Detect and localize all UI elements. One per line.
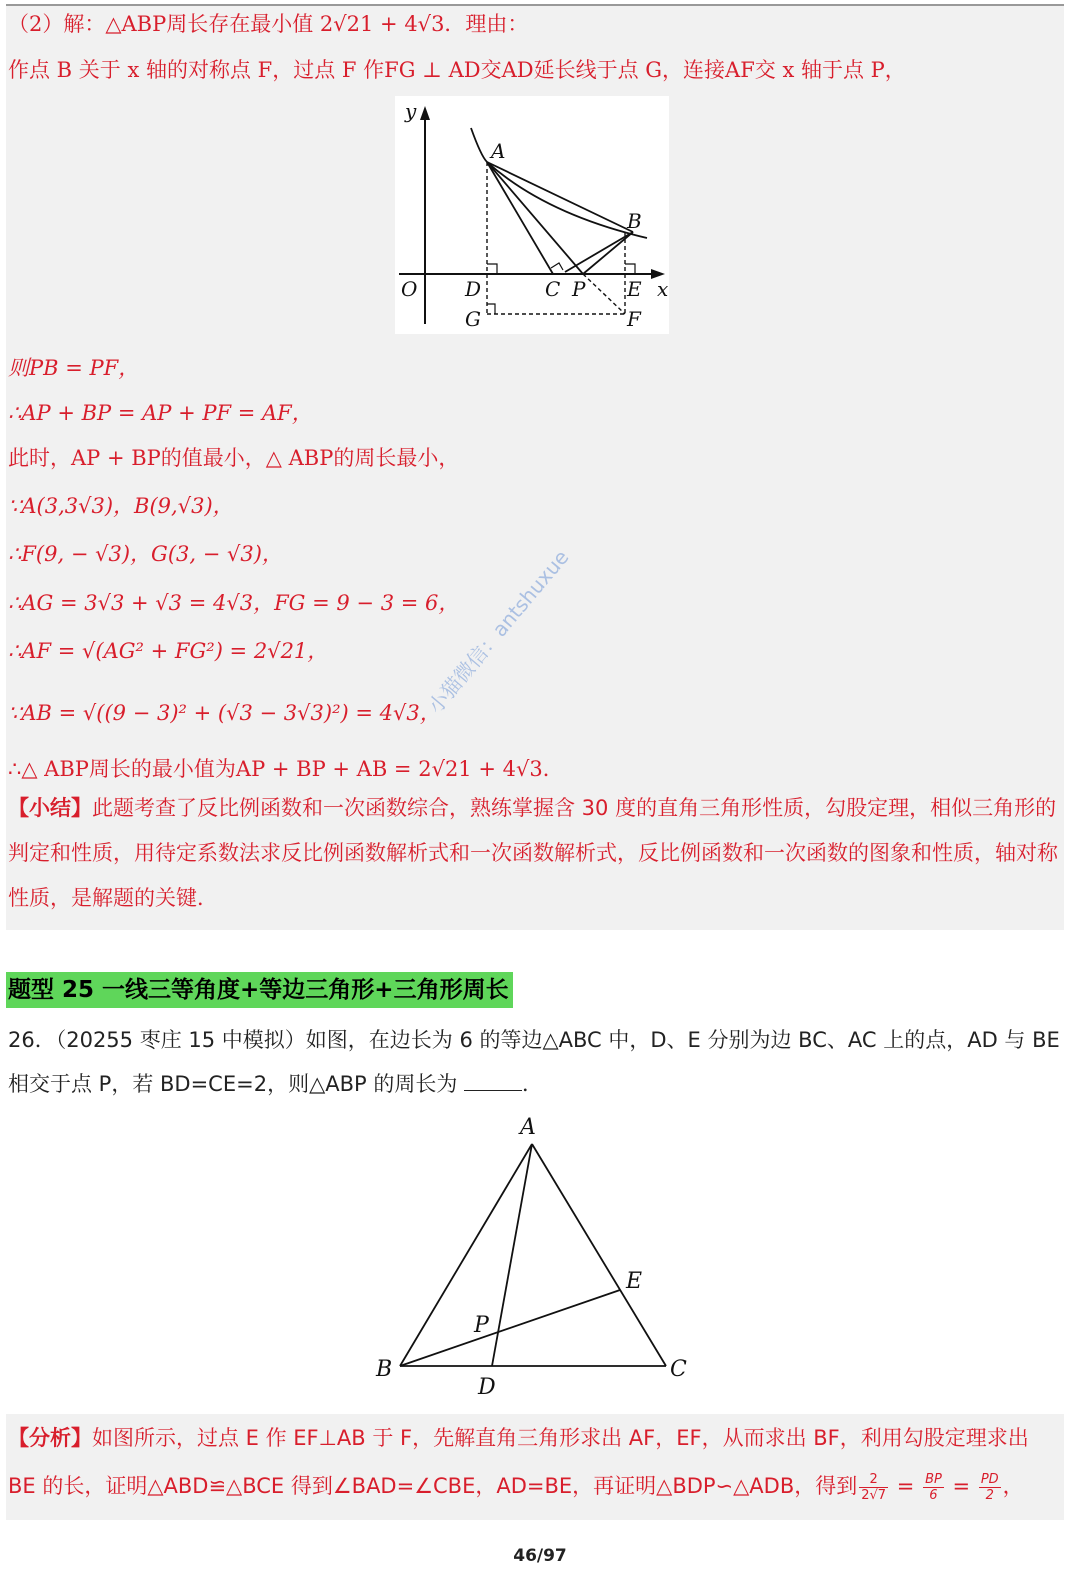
- step-3: 此时，AP + BP的值最小，△ ABP的周长最小，: [8, 446, 460, 470]
- tri-label-p: P: [474, 1313, 489, 1338]
- watermark: 小猫微信：antshuxue: [423, 545, 574, 718]
- fraction-3-num: PD: [980, 1471, 999, 1487]
- section-heading: 题型 25 一线三等角度+等边三角形+三角形周长: [6, 972, 513, 1008]
- step-5: ∴F(9, − √3)，G(3, − √3)，: [8, 542, 283, 566]
- fraction-1: [859, 1472, 888, 1503]
- step-1: 则PB = PF，: [8, 356, 140, 380]
- analysis-tag: 【分析】: [8, 1426, 92, 1450]
- page-number: 46/97: [513, 1546, 567, 1566]
- fraction-1-den: 2√7: [861, 1487, 887, 1503]
- tri-label-e: E: [626, 1269, 643, 1294]
- analysis-text: 如图所示，过点 E 作 EF⊥AB 于 F，先解直角三角形求出 AF，EF，从而求出 BF，利用勾股定理求出 BE 的长，证明△ABD≌△BCE 得到∠BAD=∠CBE，AD=BE，再证明△BDP∽△ADB，得到: [8, 1426, 1029, 1498]
- tri-label-c: C: [670, 1357, 687, 1382]
- tri-label-d: D: [478, 1375, 496, 1400]
- step-6: ∴AG = 3√3 + √3 = 4√3，FG = 9 − 3 = 6，: [8, 591, 460, 615]
- analysis-tail: ，: [1002, 1474, 1024, 1498]
- solution-intro: （2）解：△ABP周长存在最小值 2√21 + 4√3．理由：: [8, 12, 529, 36]
- step-9: ∴△ ABP周长的最小值为AP + BP + AB = 2√21 + 4√3．: [8, 757, 564, 781]
- label-g: G: [465, 307, 481, 331]
- label-p: P: [572, 277, 586, 301]
- label-d: D: [465, 277, 482, 301]
- fraction-3-den: 2: [985, 1487, 994, 1503]
- step-8: ∵AB = √((9 − 3)² + (√3 − 3√3)²) = 4√3，: [8, 701, 441, 725]
- side-ac: [532, 1144, 666, 1366]
- problem-text: 26．（20255 枣庄 15 中模拟）如图，在边长为 6 的等边△ABC 中，D、E 分别为边 BC、AC 上的点，AD 与 BE 相交于点 P，若 BD=CE=2，则△ABP 的周长为: [8, 1028, 1060, 1096]
- fraction-1-num: 2: [859, 1472, 888, 1488]
- tri-label-a: A: [520, 1115, 536, 1140]
- eq-sign-1: =: [896, 1474, 915, 1498]
- triangle-figure: [368, 1110, 698, 1404]
- summary-paragraph: [8, 786, 1060, 921]
- step-7: ∴AF = √(AG² + FG²) = 2√21，: [8, 639, 329, 663]
- fraction-2-den: 6: [929, 1487, 938, 1503]
- problem-end: ．: [522, 1072, 544, 1096]
- summary-tag: 【小结】: [8, 796, 92, 820]
- fraction-2: [923, 1472, 944, 1503]
- eq-sign-2: =: [952, 1474, 971, 1498]
- label-o: O: [401, 277, 418, 301]
- step-4: ∵A(3,3√3)，B(9,√3)，: [8, 494, 234, 518]
- problem-statement: [8, 1018, 1060, 1106]
- answer-blank[interactable]: [464, 1070, 522, 1091]
- analysis-paragraph: [8, 1414, 1060, 1510]
- solution-construction: 作点 B 关于 x 轴的对称点 F，过点 F 作FG ⊥ AD交AD延长线于点 G，连接AF交 x 轴于点 P，: [8, 58, 906, 82]
- step-2: ∴AP + BP = AP + PF = AF，: [8, 401, 313, 425]
- fraction-2-num: BP: [925, 1471, 942, 1487]
- tri-label-b: B: [376, 1357, 393, 1382]
- label-y: y: [405, 99, 417, 123]
- label-b: B: [627, 209, 642, 233]
- segment-be: [400, 1290, 620, 1366]
- label-x: x: [657, 277, 669, 301]
- label-c: C: [545, 277, 561, 301]
- label-f: F: [627, 307, 641, 331]
- coordinate-figure: [395, 96, 669, 334]
- summary-text: 此题考查了反比例函数和一次函数综合，熟练掌握含 30 度的直角三角形性质，勾股定理，相似三角形的判定和性质，用待定系数法求反比例函数解析式和一次函数解析式，反比例函数和一次函数的图象和性质，轴对称性质，是解题的关键．: [8, 796, 1058, 910]
- label-e: E: [627, 277, 642, 301]
- fraction-3: [979, 1472, 1001, 1503]
- label-a: A: [491, 139, 506, 163]
